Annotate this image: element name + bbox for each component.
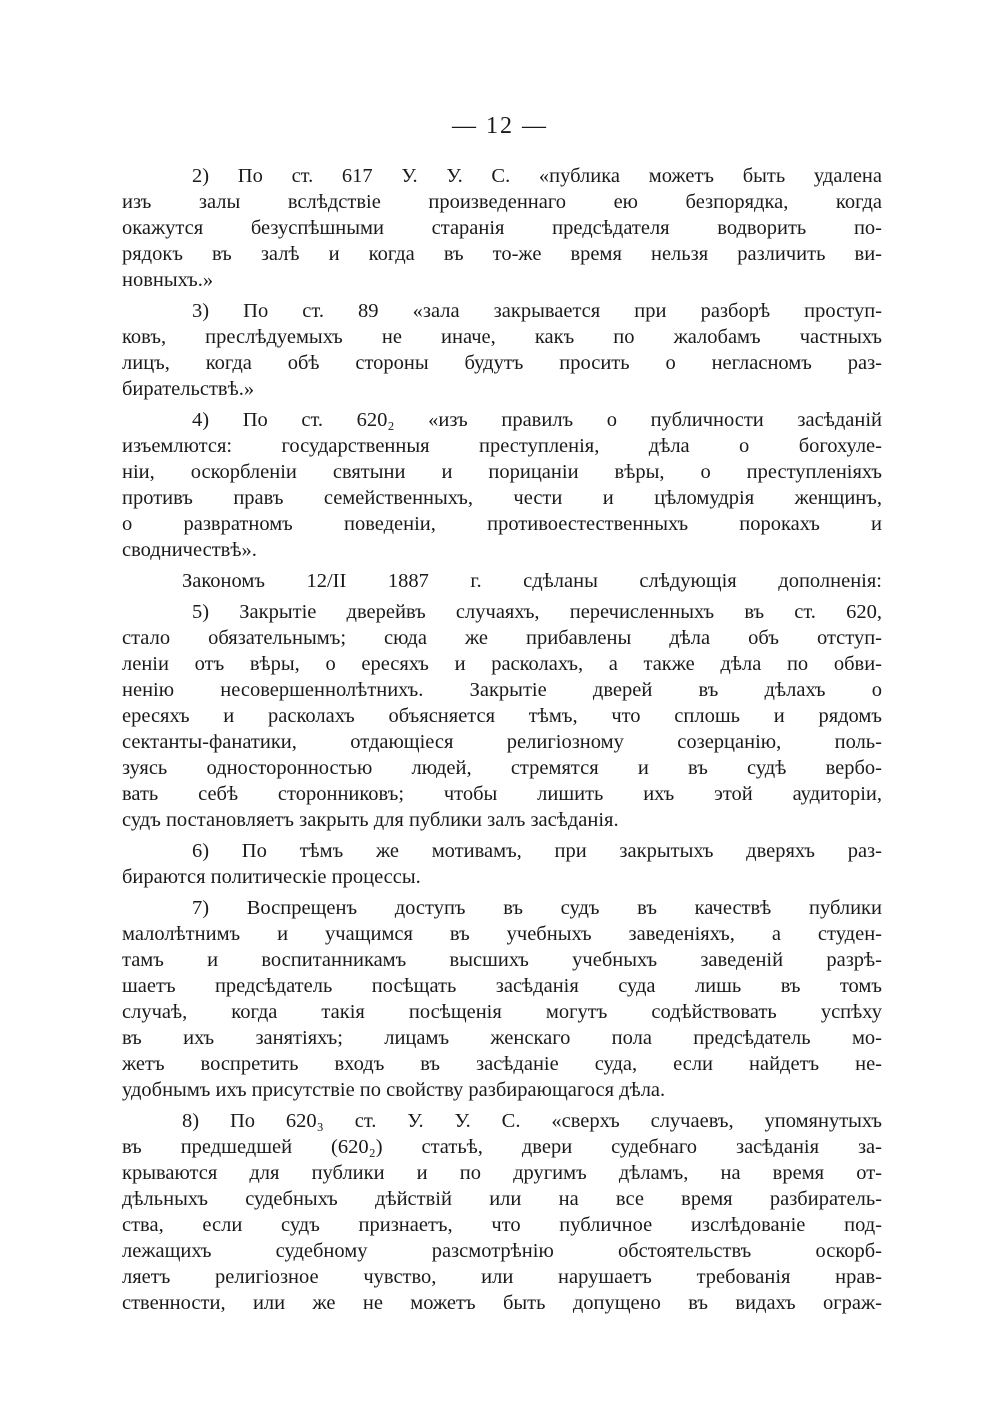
text-line: изъемлются: государственныя преступленія, дѣла о богохуле- [122, 435, 882, 457]
text-line: въ ихъ занятіяхъ; лицамъ женскаго пола предсѣдатель мо- [122, 1027, 882, 1049]
text-line: жетъ воспретить входъ въ засѣданіе суда, если найдетъ не- [122, 1053, 882, 1075]
text-line: 3) По ст. 89 «зала закрывается при разборѣ проступ- [192, 300, 882, 322]
text-line: ственности, или же не можетъ быть допущено въ видахъ ограж- [122, 1292, 882, 1314]
text-line: вать себѣ сторонниковъ; чтобы лишить ихъ этой аудиторіи, [122, 783, 882, 805]
text-line: о развратномъ поведеніи, противоестественныхъ порокахъ и [122, 513, 882, 535]
text-line: сводничествѣ». [122, 539, 257, 561]
text-line: лицъ, когда обѣ стороны будутъ просить о негласномъ раз- [122, 352, 882, 374]
paragraph-2 [122, 163, 882, 293]
text-line: крываются для публики и по другимъ дѣламъ, на время от- [122, 1162, 882, 1184]
paragraph-law-intro [122, 568, 882, 594]
text-line: противъ правъ семейственныхъ, чести и цѣломудрія женщинъ, [122, 487, 882, 509]
text-line: ніи, оскорбленіи святыни и порицаніи вѣры, о преступленіяхъ [122, 461, 882, 483]
paragraph-4 [122, 407, 882, 563]
paragraph-8 [122, 1108, 882, 1316]
text-line: ства, если судъ признаетъ, что публичное изслѣдованіе под- [122, 1214, 882, 1236]
text-line: ковъ, преслѣдуемыхъ не иначе, какъ по жалобамъ частныхъ [122, 326, 882, 348]
text-line: 5) Закрытіе дверейвъ случаяхъ, перечисленныхъ въ ст. 620, [192, 601, 882, 623]
text-line: Закономъ 12/II 1887 г. сдѣланы слѣдующія дополненія: [182, 570, 882, 592]
text-line: бирательствѣ.» [122, 378, 255, 400]
text-line: ересяхъ и расколахъ объясняется тѣмъ, что сплошь и рядомъ [122, 705, 882, 727]
text-line: ляетъ религіозное чувство, или нарушаетъ требованія нрав- [122, 1266, 882, 1288]
text-line: лежащихъ судебному разсмотрѣнію обстоятельствъ оскорб- [122, 1240, 882, 1262]
text-line: зуясь односторонностью людей, стремятся и въ судѣ вербо- [122, 757, 882, 779]
text-line: удобнымъ ихъ присутствіе по свойству разбирающагося дѣла. [122, 1079, 666, 1101]
text-line: рядокъ въ залѣ и когда въ то-же время нельзя различить ви- [122, 243, 882, 265]
text-line: стало обязательнымъ; сюда же прибавлены дѣла объ отступ- [122, 627, 882, 649]
text-line: малолѣтнимъ и учащимся въ учебныхъ заведеніяхъ, а студен- [122, 923, 882, 945]
text-line: 6) По тѣмъ же мотивамъ, при закрытыхъ дверяхъ раз- [192, 840, 882, 862]
text-line: въ предшедшей (620₂) статьѣ, двери судебнаго засѣданія за- [122, 1136, 882, 1158]
text-line: ненію несовершеннолѣтнихъ. Закрытіе дверей въ дѣлахъ о [122, 679, 882, 701]
text-line: случаѣ, когда такія посѣщенія могутъ содѣйствовать успѣху [122, 1001, 882, 1023]
paragraph-3 [122, 298, 882, 402]
text-line: новныхъ.» [122, 269, 214, 291]
text-line: изъ залы вслѣдствіе произведеннаго ею безпорядка, когда [122, 191, 882, 213]
text-line: бираются политическіе процессы. [122, 866, 421, 888]
text-line: тамъ и воспитанникамъ высшихъ учебныхъ заведеній разрѣ- [122, 949, 882, 971]
text-line: 8) По 620₃ ст. У. У. С. «сверхъ случаевъ, упомянутыхъ [182, 1110, 882, 1132]
text-line: 4) По ст. 620₂ «изъ правилъ о публичности засѣданій [192, 409, 882, 431]
text-line: окажутся безуспѣшными старанія предсѣдателя водворить по- [122, 217, 882, 239]
paragraph-6 [122, 838, 882, 890]
text-line: сектанты-фанатики, отдающіеся религіозному созерцанію, поль- [122, 731, 882, 753]
page-number: — 12 — [452, 113, 548, 139]
text-line: леніи отъ вѣры, о ересяхъ и расколахъ, а также дѣла по обви- [122, 653, 882, 675]
body-text [122, 163, 882, 1321]
text-line: шаетъ предсѣдатель посѣщать засѣданія суда лишь въ томъ [122, 975, 882, 997]
paragraph-7 [122, 895, 882, 1103]
paragraph-5 [122, 599, 882, 833]
text-line: 7) Воспрещенъ доступъ въ судъ въ качествѣ публики [192, 897, 882, 919]
text-line: судъ постановляетъ закрыть для публики залъ засѣданія. [122, 809, 619, 831]
text-line: 2) По ст. 617 У. У. С. «публика можетъ быть удалена [192, 165, 882, 187]
text-line: дѣльныхъ судебныхъ дѣйствій или на все время разбиратель- [122, 1188, 882, 1210]
